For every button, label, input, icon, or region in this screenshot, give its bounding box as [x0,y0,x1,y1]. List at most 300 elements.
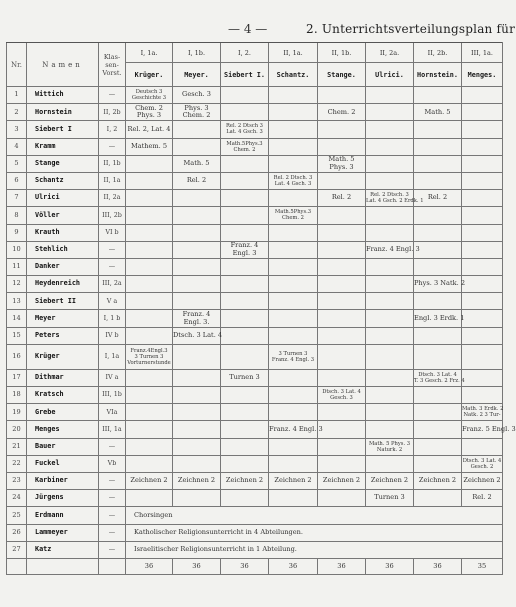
subject-cell [366,138,414,155]
subject-cell [173,258,221,275]
subject-cell [173,121,221,138]
subject-cell [318,172,366,189]
teacher-name: Hornstein [27,104,99,121]
subject-cell [126,276,173,293]
row-note: Chorsingen [126,507,503,524]
subject-cell: Rel. 2 Dtsch 3 Lat. 4 Gsch. 3 [221,121,269,138]
row-number: 2 [7,104,27,121]
row-number: 26 [7,524,27,541]
subject-cell: Turnen 3 [366,490,414,507]
table-row [7,404,503,421]
subject-cell [414,155,462,172]
total-hours: 36 [269,558,318,574]
table-row [7,121,503,138]
subject-cell [221,344,269,369]
teacher-header: Ulrici. [366,63,414,87]
subject-cell: Zeichnen 2 [173,472,221,489]
row-number: 9 [7,224,27,241]
class-header: II, 2a. [366,43,414,63]
subject-cell [462,224,503,241]
subject-cell [318,421,366,438]
subject-cell [366,104,414,121]
total-hours: 36 [126,558,173,574]
totals-spacer [27,558,99,574]
row-number: 21 [7,438,27,455]
table-row [7,172,503,189]
table-row [7,387,503,404]
subject-cell [221,87,269,104]
subject-cell [318,121,366,138]
subject-cell [269,241,318,258]
row-number: 6 [7,172,27,189]
subject-cell [126,207,173,224]
table-row [7,507,503,524]
table-row [7,369,503,386]
subject-cell [462,276,503,293]
header-nr: Nr. [7,43,27,87]
subject-cell [462,241,503,258]
subject-cell [462,104,503,121]
class-header: I, 1b. [173,43,221,63]
teacher-name: Völler [27,207,99,224]
class-lead: — [99,138,126,155]
table-row [7,155,503,172]
subject-cell [269,155,318,172]
subject-cell [414,421,462,438]
subject-cell [173,224,221,241]
table-row [7,310,503,327]
subject-cell [414,293,462,310]
subject-cell [173,138,221,155]
subject-cell: Zeichnen 2 [318,472,366,489]
subject-cell [126,155,173,172]
total-hours: 36 [173,558,221,574]
subject-cell [173,207,221,224]
class-lead: — [99,524,126,541]
subject-cell [414,490,462,507]
subject-cell: Rel. 2 [318,190,366,207]
subject-cell [221,258,269,275]
table-row [7,524,503,541]
subject-cell [318,207,366,224]
table-row [7,438,503,455]
subject-cell [173,438,221,455]
class-header: II, 1b. [318,43,366,63]
subject-cell [269,104,318,121]
subject-cell: Dtsch. 3 Lat. 4 T. 3 Gesch. 2 Frz. 4 [414,369,462,386]
row-number: 17 [7,369,27,386]
class-header: I, 1a. [126,43,173,63]
class-lead: II, 2a [99,190,126,207]
subject-cell [269,369,318,386]
subject-cell: Math. 5 Phys. 3 Naturk. 2 [366,438,414,455]
row-number: 3 [7,121,27,138]
teacher-header: Menges. [462,63,503,87]
table-row [7,421,503,438]
table-row [7,472,503,489]
subject-cell [318,327,366,344]
subject-cell [414,121,462,138]
subject-cell: Franz.4Engl.3 3 Turnen 3 Vorturnerstunde [126,344,173,369]
subject-cell [318,87,366,104]
subject-cell: Math. 5 [414,104,462,121]
totals-spacer [7,558,27,574]
total-hours: 35 [462,558,503,574]
table-row [7,241,503,258]
subject-cell: Franz. 4 Engl. 3. [173,310,221,327]
class-lead: IV a [99,369,126,386]
subject-cell [414,241,462,258]
subject-cell: Rel. 2 [462,490,503,507]
subject-cell: Rel. 2, Lat. 4 [126,121,173,138]
subject-cell: Zeichnen 2 [366,472,414,489]
subject-cell [318,344,366,369]
subject-cell: Franz. 5 Engl. 3 [462,421,503,438]
subject-cell [221,490,269,507]
subject-cell [462,155,503,172]
teacher-name: Heydenreich [27,276,99,293]
subject-cell [173,387,221,404]
subject-cell: Zeichnen 2 [414,472,462,489]
subject-cell [366,276,414,293]
subject-cell: Franz. 4 Engl. 3 [269,421,318,438]
subject-cell [414,387,462,404]
subject-cell [462,310,503,327]
class-header: III, 1a. [462,43,503,63]
subject-cell [462,438,503,455]
subject-cell [126,258,173,275]
subject-cell [414,224,462,241]
class-lead: II, 1b [99,155,126,172]
subject-cell [414,207,462,224]
row-number: 1 [7,87,27,104]
subject-cell [318,241,366,258]
subject-cell [366,155,414,172]
subject-cell [366,369,414,386]
teacher-name: Kratsch [27,387,99,404]
teacher-header: Stange. [318,63,366,87]
teacher-name: Schantz [27,172,99,189]
teacher-header: Hornstein. [414,63,462,87]
table-row [7,455,503,472]
teacher-name: Peters [27,327,99,344]
row-note: Katholischer Religionsunterricht in 4 Abteilungen. [126,524,503,541]
subject-cell: Gesch. 3 [173,87,221,104]
subject-cell [221,387,269,404]
class-header: II, 1a. [269,43,318,63]
subject-cell [462,172,503,189]
subject-cell [221,310,269,327]
subject-cell [414,344,462,369]
subject-cell [126,293,173,310]
subject-cell: Zeichnen 2 [269,472,318,489]
subject-cell [318,138,366,155]
row-number: 14 [7,310,27,327]
subject-cell [414,172,462,189]
subject-cell: 3 Turnen 3 Franz. 4 Engl. 3 [269,344,318,369]
class-lead: I, 2 [99,121,126,138]
teacher-name: Dithmar [27,369,99,386]
subject-cell [221,224,269,241]
subject-cell: Zeichnen 2 [462,472,503,489]
subject-cell [126,387,173,404]
subject-cell [366,207,414,224]
row-number: 23 [7,472,27,489]
subject-cell [318,310,366,327]
subject-cell [318,369,366,386]
subject-cell [173,404,221,421]
row-number: 19 [7,404,27,421]
class-lead: I, 1 b [99,310,126,327]
subject-cell [462,87,503,104]
teacher-name: Menges [27,421,99,438]
subject-cell [366,293,414,310]
subject-cell [414,438,462,455]
subject-cell [366,327,414,344]
subject-cell [269,87,318,104]
subject-cell [269,438,318,455]
subject-cell: Rel. 2 [173,172,221,189]
total-hours: 36 [414,558,462,574]
total-hours: 36 [366,558,414,574]
subject-cell [414,327,462,344]
teacher-name: Stange [27,155,99,172]
subject-cell [269,121,318,138]
subject-cell [126,369,173,386]
teacher-header: Schantz. [269,63,318,87]
subject-cell [318,258,366,275]
subject-cell [462,327,503,344]
subject-cell: Math.5Phys.3 Chem. 2 [221,138,269,155]
teacher-name: Fuckel [27,455,99,472]
subject-cell [366,421,414,438]
subject-cell [126,310,173,327]
subject-cell: Mathem. 5 [126,138,173,155]
table-row [7,258,503,275]
teacher-name: Grebe [27,404,99,421]
schedule-table [6,42,516,575]
subject-cell [221,327,269,344]
subject-cell: Turnen 3 [221,369,269,386]
row-number: 18 [7,387,27,404]
subject-cell [221,190,269,207]
class-lead: Vb [99,455,126,472]
subject-cell: Franz. 4 Engl. 3 [221,241,269,258]
subject-cell: Math. 5 Phys. 3 [318,155,366,172]
class-lead: III, 1b [99,387,126,404]
subject-cell [462,190,503,207]
row-number: 16 [7,344,27,369]
table-row [7,207,503,224]
subject-cell [366,258,414,275]
subject-cell: Rel. 2 [414,190,462,207]
subject-cell: Rel. 2 Dtsch. 3 Lat. 4 Gsch. 3 [269,172,318,189]
row-note: Israelitischer Religionsunterricht in 1 Abteilung. [126,541,503,558]
row-number: 5 [7,155,27,172]
subject-cell [269,258,318,275]
subject-cell: Dtsch. 3 Lat. 4 [173,327,221,344]
table-row [7,327,503,344]
subject-cell [221,404,269,421]
subject-cell [462,344,503,369]
class-lead: III, 2a [99,276,126,293]
class-lead: — [99,541,126,558]
subject-cell [221,293,269,310]
table-row [7,104,503,121]
total-hours: 36 [221,558,269,574]
subject-cell [318,438,366,455]
class-lead: — [99,241,126,258]
totals-row [7,558,503,574]
subject-cell [318,276,366,293]
subject-cell [126,490,173,507]
teacher-name: Ulrici [27,190,99,207]
teacher-name: Stehlich [27,241,99,258]
subject-cell [221,104,269,121]
row-number: 10 [7,241,27,258]
teacher-name: Siebert I [27,121,99,138]
row-number: 25 [7,507,27,524]
total-hours: 36 [318,558,366,574]
subject-cell [269,276,318,293]
subject-cell [173,490,221,507]
class-lead: I, 1a [99,344,126,369]
row-number: 27 [7,541,27,558]
teacher-name: Katz [27,541,99,558]
subject-cell [126,327,173,344]
row-number: 12 [7,276,27,293]
class-lead: V a [99,293,126,310]
subject-cell [318,490,366,507]
class-lead: — [99,258,126,275]
table-row [7,276,503,293]
subject-cell: Zeichnen 2 [126,472,173,489]
subject-cell [366,310,414,327]
row-number: 13 [7,293,27,310]
class-lead: II, 2b [99,104,126,121]
table-row [7,541,503,558]
subject-cell: Dtsch. 3 Lat. 4 Gesch. 2 [462,455,503,472]
table-row [7,87,503,104]
teacher-header: Krüger. [126,63,173,87]
subject-cell [366,344,414,369]
teacher-name: Erdmann [27,507,99,524]
teacher-name: Karbiner [27,472,99,489]
subject-cell [269,490,318,507]
class-lead: IV b [99,327,126,344]
subject-cell: Math.5Phys.3 Chem. 2 [269,207,318,224]
table-body [7,87,516,575]
subject-cell [269,138,318,155]
subject-cell [126,190,173,207]
subject-cell [269,387,318,404]
table-row [7,190,503,207]
subject-cell [221,421,269,438]
header-name: Namen [27,43,99,87]
teacher-name: Kramm [27,138,99,155]
page-title: 2. Unterrichtsverteilungsplan für [306,22,516,36]
teacher-name: Siebert II [27,293,99,310]
subject-cell: Math. 3 Erdk. 2 Natk. 2 3 Tur- [462,404,503,421]
subject-cell [173,421,221,438]
subject-cell [126,172,173,189]
subject-cell [366,87,414,104]
subject-cell: Engl. 3 Erdk. 1 [414,310,462,327]
teacher-name: Bauer [27,438,99,455]
header-klassen-vorst: Klas- sen- Vorst. [99,43,126,87]
subject-cell [366,404,414,421]
subject-cell [269,224,318,241]
subject-cell [462,138,503,155]
subject-cell [126,438,173,455]
class-header: I, 2. [221,43,269,63]
subject-cell [126,404,173,421]
teacher-name: Meyer [27,310,99,327]
table-row [7,224,503,241]
subject-cell [173,241,221,258]
class-lead: — [99,438,126,455]
subject-cell [126,241,173,258]
subject-cell [221,155,269,172]
subject-cell [173,190,221,207]
subject-cell [366,455,414,472]
class-lead: — [99,490,126,507]
subject-cell [269,455,318,472]
class-lead: III, 2b [99,207,126,224]
teacher-name: Danker [27,258,99,275]
subject-cell [173,344,221,369]
subject-cell [366,121,414,138]
subject-cell [414,455,462,472]
subject-cell [462,293,503,310]
row-number: 22 [7,455,27,472]
subject-cell [462,121,503,138]
subject-cell: Franz. 4 Engl. 3 [366,241,414,258]
row-number: 8 [7,207,27,224]
subject-cell: Math. 5 [173,155,221,172]
subject-cell [173,293,221,310]
subject-cell [269,404,318,421]
subject-cell [462,207,503,224]
class-header: II, 2b. [414,43,462,63]
subject-cell [318,224,366,241]
subject-cell [221,438,269,455]
subject-cell [221,455,269,472]
subject-cell: Zeichnen 2 [221,472,269,489]
class-lead: III, 1a [99,421,126,438]
subject-cell [414,258,462,275]
subject-cell [414,404,462,421]
subject-cell [366,172,414,189]
subject-cell [173,369,221,386]
subject-cell [269,310,318,327]
subject-cell [173,455,221,472]
table-row [7,138,503,155]
subject-cell [126,421,173,438]
subject-cell [318,404,366,421]
class-lead: — [99,507,126,524]
teacher-name: Wittich [27,87,99,104]
subject-cell [318,455,366,472]
class-lead: — [99,87,126,104]
teacher-name: Jürgens [27,490,99,507]
top-rule [6,42,502,43]
subject-cell [221,172,269,189]
row-number: 15 [7,327,27,344]
row-number: 24 [7,490,27,507]
row-number: 7 [7,190,27,207]
row-number: 4 [7,138,27,155]
